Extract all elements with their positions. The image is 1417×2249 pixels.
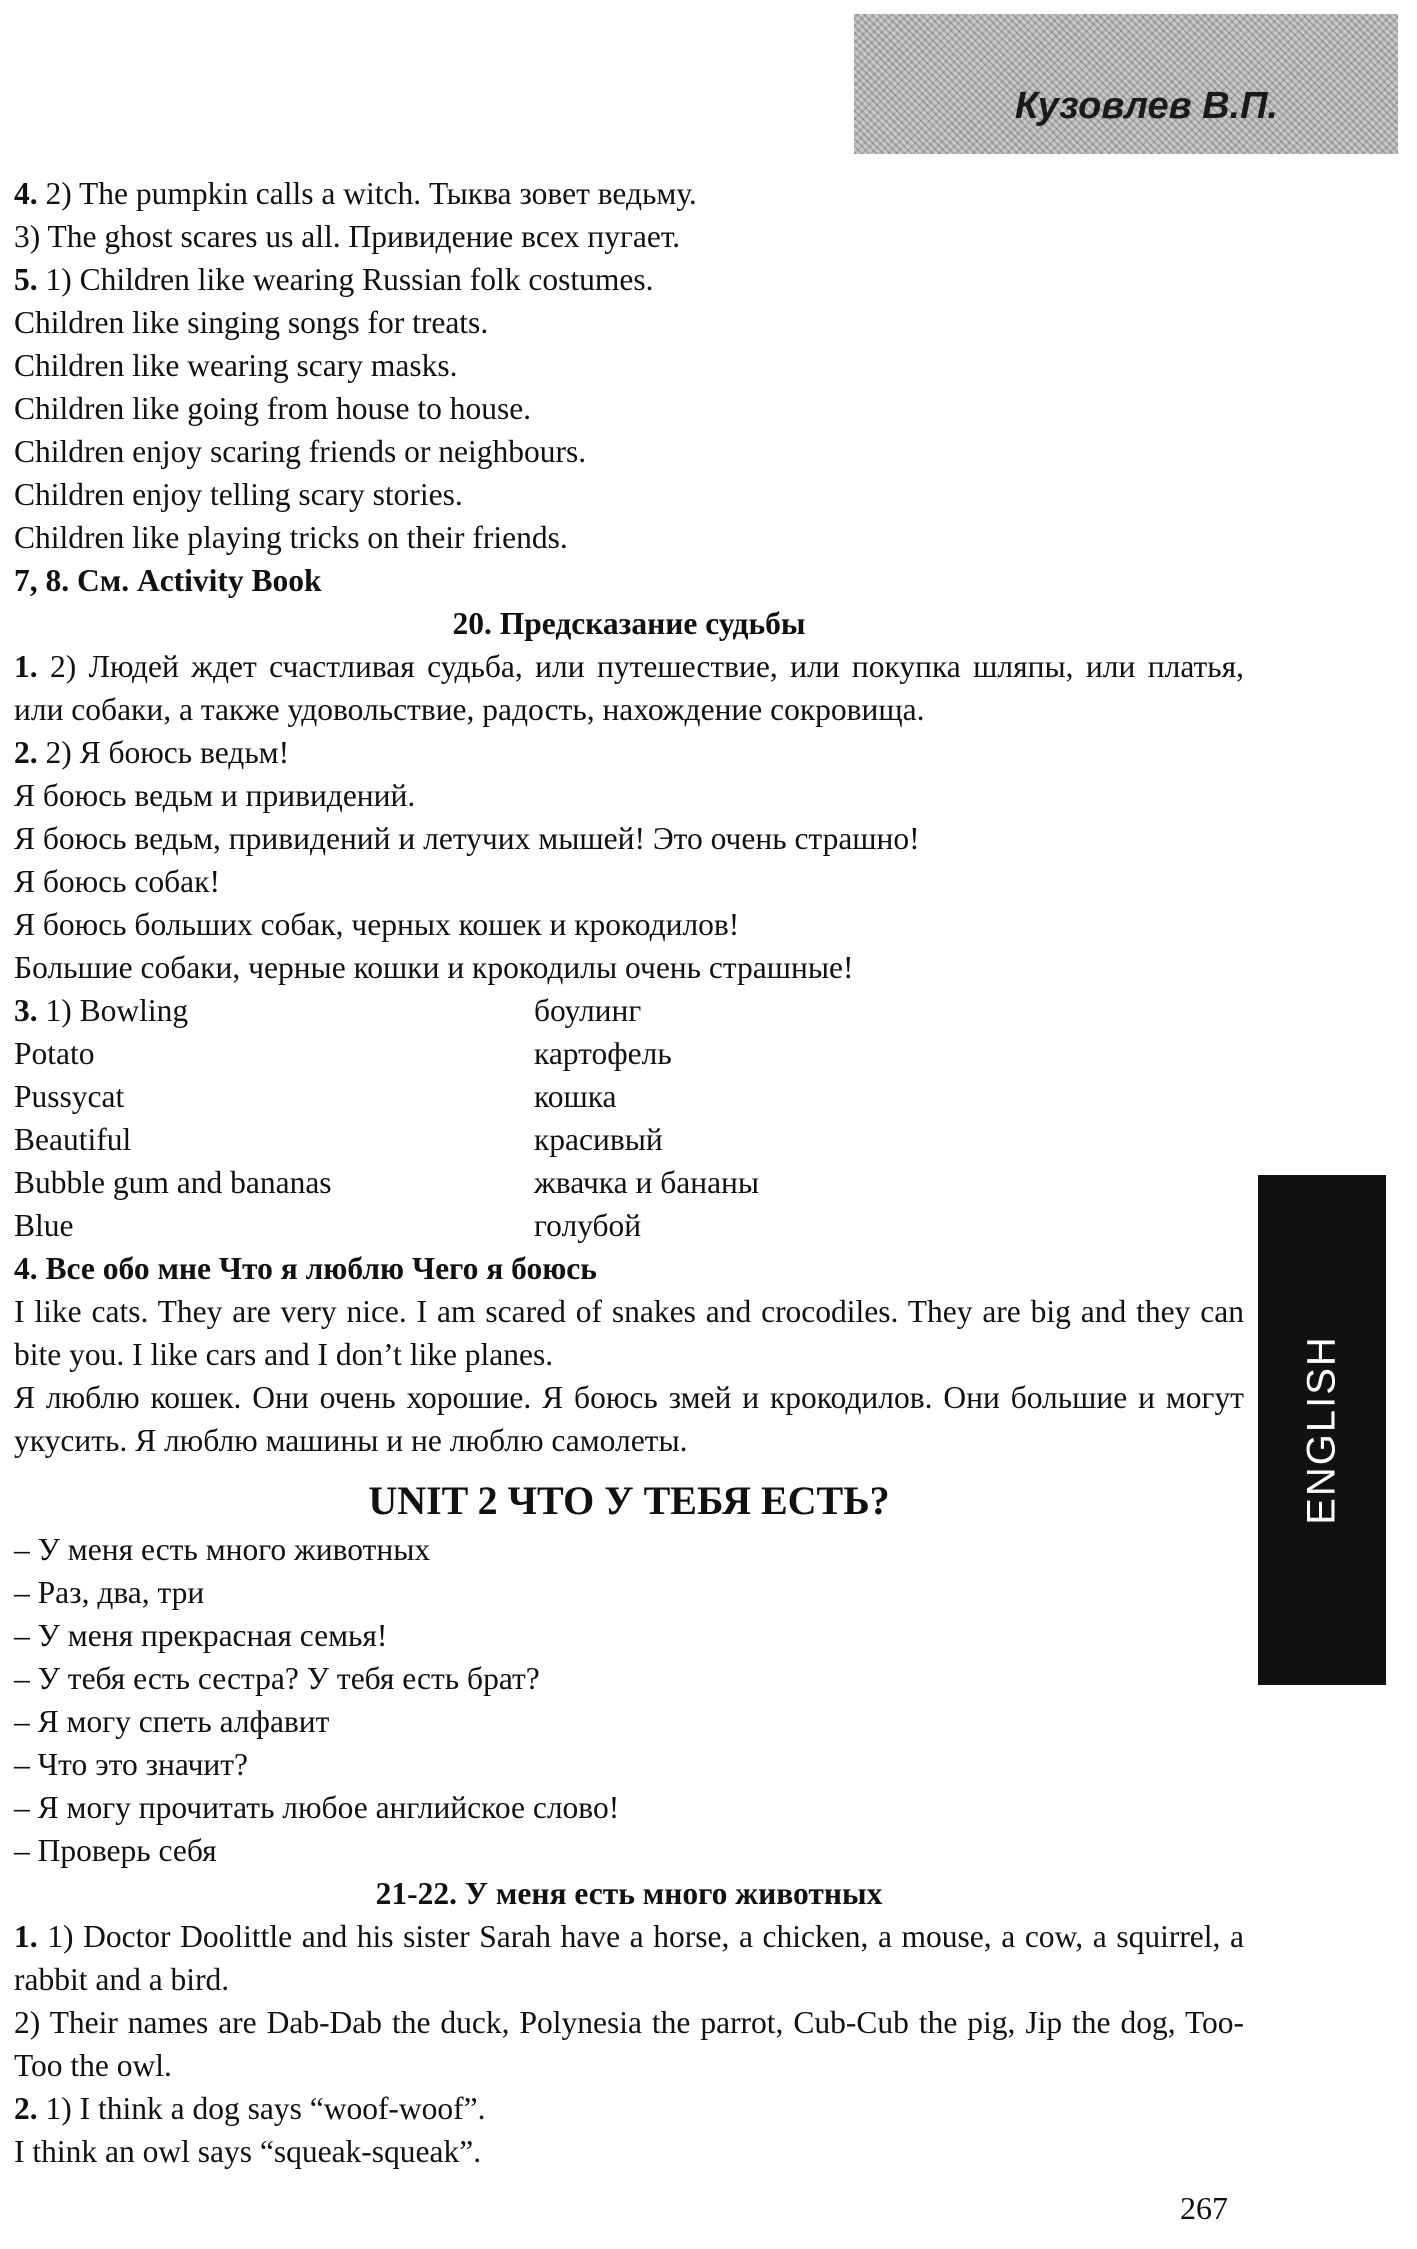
unit-item: – Проверь себя [14,1833,217,1868]
text-line: Children like wearing scary masks. [14,348,458,383]
vocab-row: Beautiful красивый [14,1122,663,1157]
side-tab [1258,1175,1386,1685]
paragraph: 1. 2) Людей ждет счастливая судьба, или путешествие, или покупка шляпы, или платья, или собаки, а также удовольствие, радость, нахождение сокровища. [14,649,1244,727]
vocab-row: Blue голубой [14,1208,642,1243]
unit-item: – У меня есть много животных [14,1532,431,1567]
unit-item: – Что это значит? [14,1747,249,1782]
text-line: 2. 1) I think a dog says “woof-woof”. [14,2091,486,2126]
text-line: 4. 2) The pumpkin calls a witch. Тыква зовет ведьму. [14,176,697,211]
unit-item: – У тебя есть сестра? У тебя есть брат? [14,1661,540,1696]
page-content [14,172,1244,2173]
text-line: 2. 2) Я боюсь ведьм! [14,735,290,770]
text-line: Children like going from house to house. [14,391,532,426]
item-4-title: 4. Все обо мне Что я люблю Чего я боюсь [14,1251,597,1286]
unit-item: – У меня прекрасная семья! [14,1618,388,1653]
text-line: Children like playing tricks on their friends. [14,520,568,555]
text-line: Children enjoy telling scary stories. [14,477,463,512]
unit-item: – Раз, два, три [14,1575,205,1610]
unit-title: UNIT 2 ЧТО У ТЕБЯ ЕСТЬ? [368,1478,890,1523]
page-number: 267 [1180,2190,1228,2226]
paragraph: Я люблю кошек. Они очень хорошие. Я боюсь змей и крокодилов. Они большие и могут укусить. Я люблю машины и не люблю самолеты. [14,1380,1244,1458]
paragraph: 1. 1) Doctor Doolittle and his sister Sarah have a horse, a chicken, a mouse, a cow, a squirrel, a rabbit and a bird. [14,1919,1244,1997]
section-21-title: 21-22. У меня есть много животных [375,1876,883,1911]
header-author: Кузовлев В.П. [1014,85,1278,127]
vocab-row: 3. 1) Bowling боулинг [14,993,642,1028]
vocab-row: Potato картофель [14,1036,672,1071]
text-line: Я боюсь ведьм и привидений. [14,778,416,813]
section-20-title: 20. Предсказание судьбы [452,606,806,641]
text-line: Я боюсь больших собак, черных кошек и крокодилов! [14,907,740,942]
side-tab-label: ENGLISH [1299,1335,1344,1525]
header-banner [854,14,1398,154]
paragraph: I like cats. They are very nice. I am scared of snakes and crocodiles. They are big and they can bite you. I like cars and I don’t like planes. [14,1294,1244,1372]
paragraph: 2) Their names are Dab-Dab the duck, Polynesia the parrot, Cub-Cub the pig, Jip the dog, Too-Too the owl. [14,2005,1244,2083]
text-line: 5. 1) Children like wearing Russian folk costumes. [14,262,654,297]
text-line: 3) The ghost scares us all. Привидение всех пугает. [14,219,681,254]
unit-item: – Я могу спеть алфавит [14,1704,330,1739]
text-line: Я боюсь ведьм, привидений и летучих мышей! Это очень страшно! [14,821,920,856]
vocab-row: Bubble gum and bananas жвачка и бананы [14,1165,760,1200]
text-line: I think an owl says “squeak-squeak”. [14,2134,482,2169]
unit-item: – Я могу прочитать любое английское слово! [14,1790,620,1825]
text-line: Children like singing songs for treats. [14,305,489,340]
activity-book-reference: 7, 8. См. Activity Book [14,563,322,598]
text-line: Children enjoy scaring friends or neighbours. [14,434,587,469]
text-line: Большие собаки, черные кошки и крокодилы очень страшные! [14,950,854,985]
text-line: Я боюсь собак! [14,864,220,899]
vocab-row: Pussycat кошка [14,1079,617,1114]
